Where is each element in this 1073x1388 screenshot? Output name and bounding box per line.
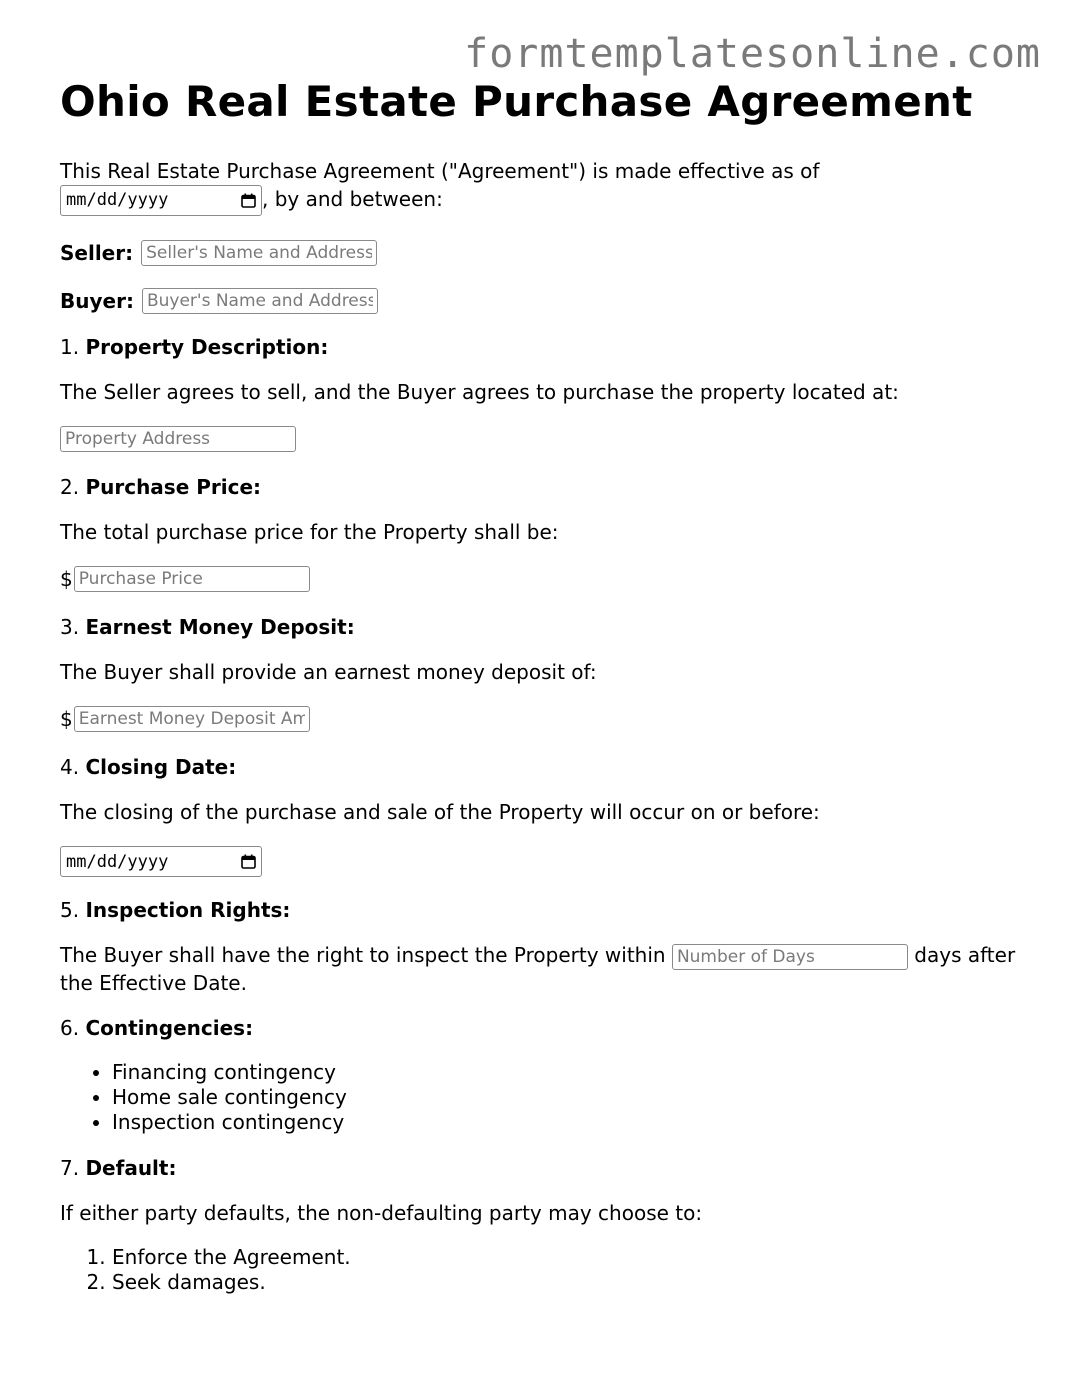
buyer-input[interactable] [142, 288, 378, 314]
buyer-row [60, 288, 1020, 314]
list-item: • Financing contingency [112, 1060, 1020, 1085]
currency-symbol: $ [60, 707, 73, 731]
price-field-row [60, 566, 1020, 592]
document-page [60, 76, 1020, 1315]
section-number: 7. [60, 1155, 80, 1180]
seller-row [60, 240, 1020, 266]
calendar-icon[interactable] [241, 854, 256, 869]
effective-date-input[interactable] [60, 185, 262, 216]
calendar-icon[interactable] [241, 193, 256, 208]
list-item: • Home sale contingency [112, 1085, 1020, 1110]
list-item: 2. Seek damages. [112, 1270, 1020, 1295]
section-number: 4. [60, 755, 80, 779]
inspection-text [60, 942, 1020, 997]
section-number: 2. [60, 475, 80, 499]
inspection-text-before: The Buyer shall have the right to inspect the Property within [60, 943, 666, 967]
section-heading-property [60, 334, 1020, 361]
deposit-field-row [60, 706, 1020, 732]
section-number: 6. [60, 1015, 80, 1040]
section-heading-closing [60, 754, 1020, 781]
seller-input[interactable] [141, 240, 377, 266]
intro-text-after: , by and between: [262, 187, 443, 211]
section-title: Closing Date: [85, 755, 237, 779]
section-number: 3. [60, 615, 80, 639]
page-title: Ohio Real Estate Purchase Agreement [60, 77, 973, 126]
purchase-price-input[interactable] [74, 566, 310, 592]
effective-date-placeholder: mm/dd/yyyy [66, 190, 169, 210]
closing-field-row [60, 846, 1020, 877]
section-number: 1. [60, 335, 80, 359]
intro-text: This Real Estate Purchase Agreement ("Agreement") is made effective as of [60, 159, 820, 183]
default-remedies-list [60, 1245, 1020, 1295]
section-title: Inspection Rights: [85, 898, 291, 922]
section-heading-contingencies [60, 1015, 1020, 1042]
contingencies-list [60, 1060, 1020, 1135]
section-title: Purchase Price: [85, 475, 262, 499]
section-heading-inspection [60, 897, 1020, 924]
section-heading-price [60, 474, 1020, 501]
buyer-label: Buyer: [60, 289, 134, 313]
list-item: • Inspection contingency [112, 1110, 1020, 1135]
closing-date-placeholder: mm/dd/yyyy [66, 851, 169, 872]
section-title: Contingencies: [85, 1015, 254, 1040]
section-title: Earnest Money Deposit: [85, 615, 355, 639]
closing-date-input[interactable] [60, 846, 262, 877]
currency-symbol: $ [60, 567, 73, 591]
property-text: The Seller agrees to sell, and the Buyer agrees to purchase the property located at: [60, 380, 899, 404]
closing-text: The closing of the purchase and sale of the Property will occur on or before: [60, 800, 820, 824]
section-heading-default [60, 1155, 1020, 1182]
section-title: Default: [85, 1155, 177, 1180]
property-field-row [60, 426, 1020, 452]
inspection-text-after: days after the Effective Date. [60, 943, 1016, 995]
watermark: formtemplatesonline.com [464, 31, 1041, 77]
price-text: The total purchase price for the Property shall be: [60, 520, 559, 544]
list-item: 1. Enforce the Agreement. [112, 1245, 1020, 1270]
section-number: 5. [60, 898, 80, 922]
inspection-days-input[interactable] [672, 944, 908, 970]
seller-label: Seller: [60, 241, 134, 265]
section-heading-deposit [60, 614, 1020, 641]
default-text: If either party defaults, the non-defaulting party may choose to: [60, 1200, 703, 1225]
earnest-money-input[interactable] [74, 706, 310, 732]
intro-paragraph [60, 158, 1020, 216]
section-title: Property Description: [85, 335, 329, 359]
property-address-input[interactable] [60, 426, 296, 452]
deposit-text: The Buyer shall provide an earnest money deposit of: [60, 660, 597, 684]
